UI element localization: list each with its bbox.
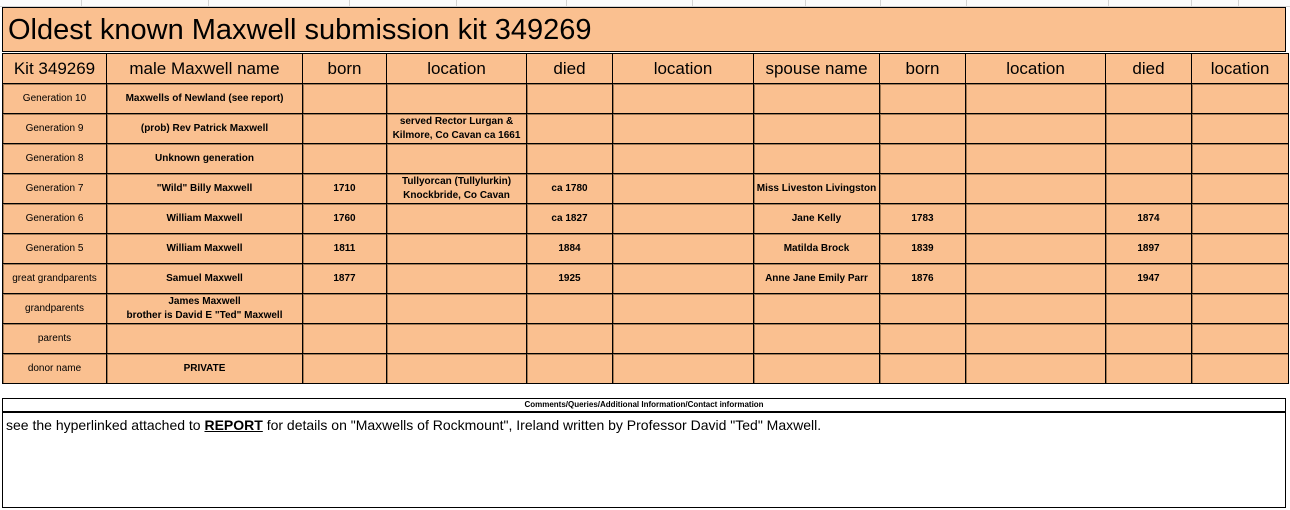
spouse-name-text: Jane Kelly [791, 212, 842, 224]
spouse-born-cell[interactable] [880, 174, 966, 204]
birth-location-cell[interactable] [387, 264, 527, 294]
male-name-cell[interactable] [107, 264, 303, 294]
birth-location-cell[interactable] [387, 204, 527, 234]
died-text: 1925 [558, 272, 581, 284]
generation-label-text: Generation 7 [25, 182, 84, 194]
table-row [3, 84, 1289, 114]
spouse-born-cell[interactable] [880, 264, 966, 294]
spouse-name-header[interactable]: spouse name [754, 54, 880, 84]
generation-label-cell[interactable] [3, 264, 107, 294]
born-cell[interactable] [303, 114, 387, 144]
spouse-born-cell[interactable] [880, 354, 966, 384]
generation-label-cell[interactable] [3, 114, 107, 144]
spouse-died-cell[interactable] [1106, 294, 1192, 324]
spouse-died-text: 1897 [1137, 242, 1160, 254]
spouse-name-text: Miss Liveston Livingston [756, 182, 877, 194]
table-row [3, 144, 1289, 174]
comments-box[interactable] [2, 412, 1286, 508]
birth-location-cell[interactable] [387, 174, 527, 204]
generation-label-text: donor name [27, 362, 82, 374]
generation-label-text: Generation 5 [25, 242, 84, 254]
born-cell[interactable] [303, 354, 387, 384]
male-name-cell[interactable] [107, 144, 303, 174]
spouse-birth-location-cell[interactable] [966, 234, 1106, 264]
spouse-died-header[interactable]: died [1106, 54, 1192, 84]
born-cell[interactable] [303, 234, 387, 264]
spouse-born-cell[interactable] [880, 324, 966, 354]
table-row [3, 324, 1289, 354]
spouse-born-text: 1876 [911, 272, 934, 284]
spouse-died-cell[interactable] [1106, 84, 1192, 114]
spouse-name-cell[interactable] [754, 324, 880, 354]
generation-label-cell[interactable] [3, 234, 107, 264]
male-name-cell[interactable] [107, 234, 303, 264]
death-location-cell[interactable] [613, 174, 754, 204]
generation-label-cell[interactable] [3, 84, 107, 114]
male-name-text: Maxwells of Newland (see report) [125, 92, 284, 104]
spouse-birth-location-cell[interactable] [966, 324, 1106, 354]
spouse-born-header[interactable]: born [880, 54, 966, 84]
born-text: 1877 [333, 272, 356, 284]
birth-location-text: Tullyorcan (Tullylurkin) Knockbride, Co Cavan [401, 175, 512, 201]
spouse-name-cell[interactable] [754, 84, 880, 114]
table-row [3, 264, 1289, 294]
spouse-born-cell[interactable] [880, 84, 966, 114]
male-name-text: James Maxwell brother is David E "Ted" Maxwell [126, 295, 283, 321]
generation-label-cell[interactable] [3, 324, 107, 354]
born-text: 1811 [333, 242, 356, 254]
table-row [3, 174, 1289, 204]
spouse-birth-location-cell[interactable] [966, 144, 1106, 174]
spouse-name-cell[interactable] [754, 354, 880, 384]
spouse-death-location-cell[interactable] [1192, 174, 1289, 204]
male-name-text: William Maxwell [166, 212, 243, 224]
male-name-cell[interactable] [107, 354, 303, 384]
male-name-cell[interactable] [107, 204, 303, 234]
spouse-death-location-cell[interactable] [1192, 354, 1289, 384]
born-cell[interactable] [303, 174, 387, 204]
ancestry-table [2, 53, 1289, 384]
death-location-cell[interactable] [613, 84, 754, 114]
spouse-died-cell[interactable] [1106, 174, 1192, 204]
generation-label-text: Generation 9 [25, 122, 84, 134]
generation-label-cell[interactable] [3, 174, 107, 204]
spouse-died-text: 1947 [1137, 272, 1160, 284]
male-name-text: Samuel Maxwell [166, 272, 243, 284]
generation-label-text: Generation 6 [25, 212, 84, 224]
death-location-cell[interactable] [613, 294, 754, 324]
death-location-cell[interactable] [613, 144, 754, 174]
generation-label-text: grandparents [25, 302, 84, 314]
male-name-cell[interactable] [107, 84, 303, 114]
spouse-died-cell[interactable] [1106, 114, 1192, 144]
spouse-died-cell[interactable] [1106, 234, 1192, 264]
spouse-birth-location-cell[interactable] [966, 84, 1106, 114]
generation-label-text: parents [37, 332, 72, 344]
spouse-death-location-cell[interactable] [1192, 264, 1289, 294]
male-name-header[interactable]: male Maxwell name [107, 54, 303, 84]
table-body [3, 84, 1289, 384]
spouse-death-location-cell[interactable] [1192, 84, 1289, 114]
spouse-died-cell[interactable] [1106, 204, 1192, 234]
spouse-born-cell[interactable] [880, 144, 966, 174]
birth-location-text: served Rector Lurgan & Kilmore, Co Cavan ca 1661 [392, 115, 521, 141]
header-row [3, 54, 1289, 84]
died-cell[interactable] [527, 114, 613, 144]
generation-label-cell[interactable] [3, 144, 107, 174]
born-cell[interactable] [303, 324, 387, 354]
born-text: 1760 [333, 212, 356, 224]
spouse-born-cell[interactable] [880, 204, 966, 234]
died-cell[interactable] [527, 264, 613, 294]
spouse-died-cell[interactable] [1106, 354, 1192, 384]
comments-text-after: for details on "Maxwells of Rockmount", Ireland written by Professor David "Ted" Maxwell. [262, 417, 822, 433]
born-cell[interactable] [303, 204, 387, 234]
birth-location-cell[interactable] [387, 294, 527, 324]
table-row [3, 114, 1289, 144]
spouse-death-location-cell[interactable] [1192, 114, 1289, 144]
male-name-text: PRIVATE [183, 362, 226, 374]
spouse-name-cell[interactable] [754, 204, 880, 234]
male-name-cell[interactable] [107, 324, 303, 354]
title-row[interactable] [2, 7, 1286, 52]
died-cell[interactable] [527, 354, 613, 384]
birth-location-cell[interactable] [387, 234, 527, 264]
spouse-death-location-header[interactable]: location [1192, 54, 1289, 84]
male-name-text: William Maxwell [166, 242, 243, 254]
spouse-death-location-cell[interactable] [1192, 234, 1289, 264]
table-row [3, 204, 1289, 234]
spouse-name-text: Matilda Brock [783, 242, 850, 254]
spouse-name-cell[interactable] [754, 264, 880, 294]
born-cell[interactable] [303, 144, 387, 174]
spreadsheet-column-strip [0, 0, 1290, 7]
died-cell[interactable] [527, 174, 613, 204]
spouse-born-cell[interactable] [880, 234, 966, 264]
generation-label-text: Generation 10 [22, 92, 87, 104]
spouse-birth-location-cell[interactable] [966, 204, 1106, 234]
birth-location-cell[interactable] [387, 144, 527, 174]
spouse-name-cell[interactable] [754, 294, 880, 324]
kit-header[interactable]: Kit 349269 [3, 54, 107, 84]
death-location-cell[interactable] [613, 114, 754, 144]
death-location-cell[interactable] [613, 324, 754, 354]
male-name-cell[interactable] [107, 174, 303, 204]
death-location-cell[interactable] [613, 204, 754, 234]
spouse-name-cell[interactable] [754, 114, 880, 144]
male-name-text: "Wild" Billy Maxwell [156, 182, 253, 194]
table-row [3, 354, 1289, 384]
generation-label-text: great grandparents [12, 272, 97, 284]
spouse-name-cell[interactable] [754, 144, 880, 174]
page-title: Oldest known Maxwell submission kit 349269 [8, 14, 592, 46]
birth-location-cell[interactable] [387, 84, 527, 114]
spouse-death-location-cell[interactable] [1192, 294, 1289, 324]
generation-label-text: Generation 8 [25, 152, 84, 164]
spouse-death-location-cell[interactable] [1192, 324, 1289, 354]
born-header[interactable]: born [303, 54, 387, 84]
died-cell[interactable] [527, 204, 613, 234]
spouse-died-cell[interactable] [1106, 264, 1192, 294]
spouse-born-cell[interactable] [880, 114, 966, 144]
died-cell[interactable] [527, 234, 613, 264]
birth-location-cell[interactable] [387, 324, 527, 354]
died-cell[interactable] [527, 324, 613, 354]
died-text: 1884 [558, 242, 581, 254]
male-name-text: (prob) Rev Patrick Maxwell [140, 122, 269, 134]
comments-header: Comments/Queries/Additional Information/Contact information [2, 398, 1286, 412]
died-cell[interactable] [527, 84, 613, 114]
generation-label-cell[interactable] [3, 354, 107, 384]
table-row [3, 234, 1289, 264]
died-text: ca 1780 [551, 182, 588, 194]
died-cell[interactable] [527, 294, 613, 324]
spouse-death-location-cell[interactable] [1192, 204, 1289, 234]
born-cell[interactable] [303, 84, 387, 114]
born-cell[interactable] [303, 264, 387, 294]
comments-text [6, 417, 821, 433]
birth-location-cell[interactable] [387, 354, 527, 384]
report-link[interactable]: REPORT [204, 417, 263, 433]
died-text: ca 1827 [551, 212, 588, 224]
death-location-cell[interactable] [613, 234, 754, 264]
spouse-name-text: Anne Jane Emily Parr [765, 272, 868, 284]
spouse-name-cell[interactable] [754, 174, 880, 204]
male-name-cell[interactable] [107, 294, 303, 324]
death-location-header[interactable]: location [613, 54, 754, 84]
death-location-cell[interactable] [613, 264, 754, 294]
spouse-born-cell[interactable] [880, 294, 966, 324]
spouse-died-cell[interactable] [1106, 144, 1192, 174]
death-location-cell[interactable] [613, 354, 754, 384]
died-cell[interactable] [527, 144, 613, 174]
spouse-died-text: 1874 [1137, 212, 1160, 224]
spouse-birth-location-cell[interactable] [966, 294, 1106, 324]
spouse-birth-location-header[interactable]: location [966, 54, 1106, 84]
generation-label-cell[interactable] [3, 294, 107, 324]
spouse-death-location-cell[interactable] [1192, 144, 1289, 174]
spouse-birth-location-cell[interactable] [966, 114, 1106, 144]
spouse-birth-location-cell[interactable] [966, 264, 1106, 294]
comments-text-before: see the hyperlinked attached to [6, 417, 205, 433]
spouse-name-cell[interactable] [754, 234, 880, 264]
spouse-birth-location-cell[interactable] [966, 354, 1106, 384]
born-text: 1710 [333, 182, 356, 194]
male-name-text: Unknown generation [155, 152, 254, 164]
birth-location-header[interactable]: location [387, 54, 527, 84]
male-name-cell[interactable] [107, 114, 303, 144]
table-row [3, 294, 1289, 324]
spouse-born-text: 1783 [911, 212, 934, 224]
generation-label-cell[interactable] [3, 204, 107, 234]
spouse-died-cell[interactable] [1106, 324, 1192, 354]
birth-location-cell[interactable] [387, 114, 527, 144]
spouse-birth-location-cell[interactable] [966, 174, 1106, 204]
born-cell[interactable] [303, 294, 387, 324]
spouse-born-text: 1839 [911, 242, 934, 254]
died-header[interactable]: died [527, 54, 613, 84]
